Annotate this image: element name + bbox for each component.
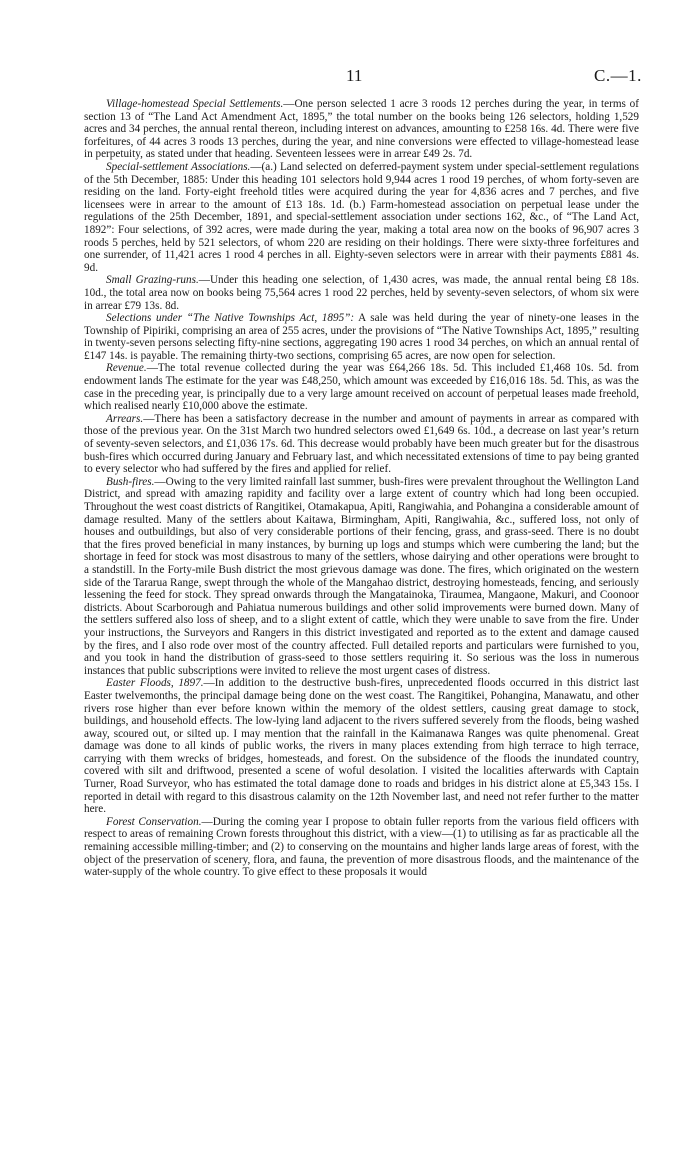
paragraph-forest-conservation bbox=[84, 816, 639, 879]
paragraph-text: —The total revenue collected during the year was £64,266 18s. 5d. This included £1,468 10s. 5d. from endowment lands The estimate for the year was £48,250, which amount was exceeded by £16,016 18s. 5d. This, as was the case in the preceding year, is principally due to a very large amount received on account of perpetual leases made freehold, which realised nearly £10,000 above the estimate. bbox=[84, 362, 639, 413]
paragraph-heading: Revenue. bbox=[106, 362, 147, 375]
paragraph-text: —In addition to the destructive bush-fires, unprecedented floods occurred in this district last Easter twelvemonths, the principal damage being done on the west coast. The Rangitikei, Pohangina, Manawatu, and other rivers rose higher than ever before known within the memory of the oldest settlers, causing great damage to stock, buildings, and household effects. The low-lying land adjacent to the rivers suffered severely from the floods, being washed away, scoured out, or silted up. I may mention that the rainfall in the Kaimanawa Ranges was quite phenomenal. Great damage was done to all kinds of public works, the rivers in many places extending from high terrace to high terrace, carrying with them wrecks of bridges, homesteads, and forest. On the subsidence of the floods the inundated country, covered with silt and driftwood, presented a scene of woful desolation. I visited the localities afterwards with Captain Turner, Road Surveyor, who has estimated the total damage done to roads and bridges in his district alone at £5,343 15s. I reported in detail with regard to this disastrous calamity on the 12th November last, and need not refer further to the matter here. bbox=[84, 677, 639, 816]
page-number: 11 bbox=[346, 66, 363, 85]
paragraph-heading: Forest Conservation. bbox=[106, 815, 202, 828]
paragraph-bush-fires bbox=[84, 476, 639, 678]
paragraph-village-homestead bbox=[84, 98, 639, 161]
document-code: C.—1. bbox=[594, 66, 642, 85]
page-header bbox=[0, 66, 700, 86]
paragraph-text: —Owing to the very limited rainfall last summer, bush-fires were prevalent throughout the Wellington Land District, and spread with amazing rapidity and facility over a large extent of country which had long been occupied. Throughout the west coast districts of Rangitikei, Otamakapua, Apiti, Rangiwahia, and Pohangina a considerable amount of damage resulted. Many of the settlers about Kaitawa, Birmingham, Apiti, Rangiwahia, &c., suffered loss, not only of houses and outbuildings, but also of very considerable portions of their fencing, grass, and grass-seed. There is no doubt that the fires proved beneficial in many instances, by burning up logs and stumps which were cumbering the land; but the shortage in feed for stock was most disastrous to many of the settlers, whose dairying and other operations were brought to a standstill. In the Forty-mile Bush district the most grievous damage was done. The fires, which originated on the western side of the Tararua Range, swept through the whole of the Mangahao district, destroying homesteads, fencing, and seriously lessening the feed for stock. They spread onwards through the Mangatainoka, Tiraumea, Mangaone, Makuri, and Coonoor districts. About Scarborough and Pahiatua numerous buildings and other solid improvements were burned down. Many of the settlers suffered also loss of sheep, and to a slight extent of cattle, which they were unable to save from the fire. Under your instructions, the Surveyors and Rangers in this district investigated and reported as to the extent and damage caused by the fires, and I also rode over most of the country affected. Full detailed reports and particulars were furnished to you, and you took in hand the distribution of grass-seed to those settlers requiring it. So serious was the loss in numerous instances that public subscriptions were invited to relieve the most urgent cases of distress. bbox=[84, 475, 639, 677]
paragraph-text: —There has been a satisfactory decrease in the number and amount of payments in arrear as compared with those of the previous year. On the 31st March two hundred selectors owed £1,649 6s. 10d., a decrease on last year’s return of seventy-seven selectors, and £1,036 17s. 6d. This decrease would probably have been much greater but for the disastrous bush-fires which occurred during January and February last, and which necessitated extensions of time to pay being granted to every selector who had suffered by the fires and applied for relief. bbox=[84, 412, 639, 476]
paragraph-text: —During the coming year I propose to obtain fuller reports from the various field officers with respect to areas of remaining Crown forests throughout this district, with a view—(1) to utilising as far as practicable all the remaining accessible milling-timber; and (2) to conserving on the mountains and higher lands large areas of forest, with the object of the preservation of scenery, flora, and fauna, the prevention of more disastrous floods, and the maintenance of the water-supply of the whole country. To give effect to these proposals it would bbox=[84, 815, 639, 879]
report-body bbox=[84, 98, 639, 879]
paragraph-small-grazing-runs bbox=[84, 274, 639, 312]
paragraph-heading: Arrears. bbox=[106, 412, 144, 425]
paragraph-heading: Small Grazing-runs. bbox=[106, 274, 199, 287]
paragraph-heading: Bush-fires. bbox=[106, 475, 155, 488]
paragraph-heading: Easter Floods, 1897. bbox=[106, 677, 204, 690]
paragraph-special-settlement bbox=[84, 161, 639, 274]
paragraph-revenue bbox=[84, 362, 639, 412]
paragraph-native-townships bbox=[84, 312, 639, 362]
paragraph-easter-floods bbox=[84, 677, 639, 816]
paragraph-arrears bbox=[84, 413, 639, 476]
paragraph-text: —Under this heading one selection, of 1,430 acres, was made, the annual rental being £8 18s. 10d., the total area now on books being 75,564 acres 1 rood 22 perches, held by seventy-seven selectors, of whom six were in arrear £79 13s. 8d. bbox=[84, 274, 639, 312]
paragraph-heading: Special-settlement Associations. bbox=[106, 160, 251, 173]
paragraph-heading: Village-homestead Special Settlements. bbox=[106, 98, 284, 110]
paragraph-text: A sale was held during the year of ninety-one leases in the Township of Pipiriki, comprising an area of 255 acres, under the provisions of “The Native Townships Act, 1895,” resulting in twenty-seven persons selecting fifty-nine sections, aggregating 190 acres 1 rood 34 perches, on which an annual rental of £147 14s. is payable. The remaining thirty-two sections, comprising 65 acres, are now open for selection. bbox=[84, 312, 639, 362]
paragraph-text: —One person selected 1 acre 3 roods 12 perches during the year, in terms of section 13 of “The Land Act Amendment Act, 1895,” the total number on the books being 126 selectors, holding 1,529 acres and 34 perches, the annual rental thereon, including interest on advances, amounting to £258 16s. 4d. There were five forfeitures, of 44 acres 3 roods 13 perches, during the year, and nine conversions were effected to village-homestead lease in perpetuity, as stated under that heading. Seventeen lessees were in arrear £49 2s. 7d. bbox=[84, 98, 639, 161]
paragraph-text: —(a.) Land selected on deferred-payment system under special-settlement regulations of the 5th December, 1885: Under this heading 101 selectors hold 9,944 acres 1 rood 19 perches, of whom forty-seven are residing on the land. Forty-eight freehold titles were acquired during the year for 4,836 acres and 7 perches, and five licensees were in arrear to the amount of £13 18s. 1d. (b.) Farm-homestead association on perpetual lease under the regulations of the 25th December, 1891, and special-settlement association under sections 162, &c., of “The Land Act, 1892”: Four selections, of 392 acres, were made during the year, making a total area now on the books of 96,907 acres 3 roods 5 perches, held by 521 selectors, of whom 220 are residing on their holdings. There were sixty-three forfeitures and one surrender, of 11,421 acres 1 rood 4 perches in all. Eighty-seven selectors were in arrear with their payments £881 4s. 9d. bbox=[84, 160, 639, 274]
paragraph-heading: Selections under “The Native Townships Act, 1895”: bbox=[106, 312, 355, 325]
